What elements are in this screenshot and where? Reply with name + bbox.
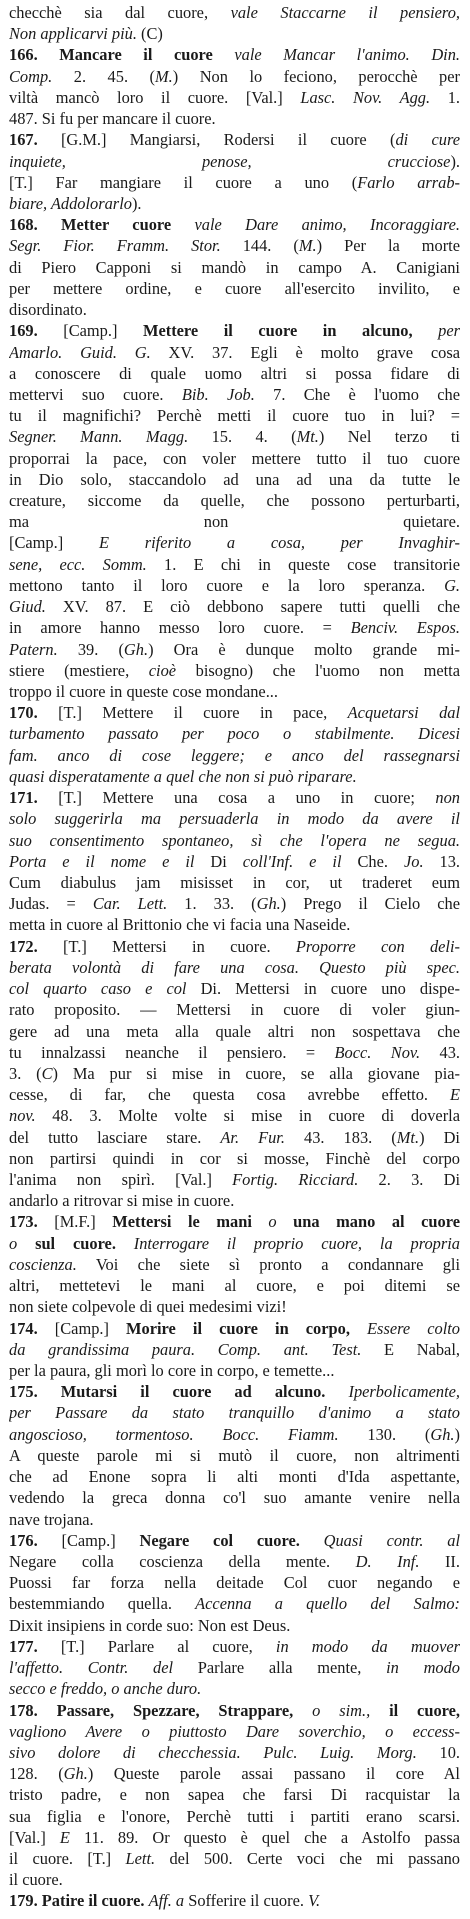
text-run: nave trojana. [9,1509,94,1529]
text-line [9,1021,460,1042]
text-run: Negare col cuore. [139,1530,324,1550]
text-run: checchè sia dal cuore, [9,3,231,22]
text-run: 172. [9,936,63,956]
text-run: suo consentimento spontaneo, sì che l'opera ne segua. [9,830,460,850]
text-run: C [41,1063,53,1083]
text-run: bisogno) che l'uomo non metta [176,660,460,680]
text-run: coscienza. [9,1254,77,1274]
text-run: cesse, di far, che questa cosa avrebbe effetto. [9,1085,450,1105]
text-run: Morire il cuore in corpo, [126,1318,368,1338]
text-line [9,1339,460,1360]
text-line [9,702,460,723]
text-line [9,1296,460,1317]
text-run: 171. [9,788,59,808]
text-run: angoscioso, tormentoso. Bocc. Fiamm. [9,1424,339,1444]
text-run: 173. [9,1212,55,1232]
text-run: Gh. [123,639,149,659]
text-run: M. [298,236,317,256]
text-run: 1. 33. ( [167,894,257,914]
text-run: Lasc. Nov. Agg. [300,87,431,107]
text-line [9,299,460,320]
text-run: di cure [395,130,460,150]
text-run: vale Staccarne il pensiero, [230,3,460,22]
text-run: E riferito a cosa, per Invaghir- [98,533,460,553]
text-line [9,384,460,405]
text-run: l'affetto. Contr. del [9,1658,174,1678]
text-run: 15. 4. ( [188,427,297,447]
text-run: 7. Che è l'uomo che [254,384,460,404]
text-run: 43. 183. ( [284,1127,397,1147]
text-run: mettono tanto il loro cuore e la loro speranza. [9,575,445,595]
text-run: coll'Inf. e il [242,851,342,871]
text-run: Lett. [125,1849,156,1869]
entry-171 [9,787,460,936]
text-run: Gh. [256,894,281,914]
text-run: Jo. [403,851,424,871]
text-line [9,1381,460,1402]
text-line [9,448,460,469]
text-run: troppo il cuore in queste cose mondane... [9,682,279,701]
text-run: ) Per la morte [316,236,460,256]
text-run: l'anima non spirì. [Val.] [9,1170,233,1190]
text-run: non partirsi quindi in cor si mosse, Finchè del corpo [9,1148,460,1168]
text-run: [Camp.] [54,1318,127,1338]
text-run: 169. [9,321,64,341]
text-run: per [438,321,460,341]
entry-168 [9,214,460,320]
text-run: [T.] Mettere una cosa a uno in cuore; [58,788,436,808]
text-run: 10. [416,1742,460,1762]
text-run: [T.] Far mangiare il cuore a uno ( [9,172,358,192]
text-line [9,617,460,638]
text-run: gere ad una meta alla quale altri non sospettava che [9,1021,460,1041]
text-line [9,554,460,575]
text-run: in Dio solo, staccandolo ad una ad una da tutte le [9,469,460,489]
text-run: bestemmiando quella. [9,1594,196,1614]
text-line [9,342,460,363]
text-run: il cuore, [370,1700,460,1720]
text-run: 174. [9,1318,55,1338]
text-line [9,851,460,872]
text-run: biare, Addolorarlo [9,193,132,213]
text-run: 130. ( [338,1424,431,1444]
text-run: 39. ( [57,639,124,659]
text-run: sul cuore. [17,1233,134,1253]
text-run: ) Prego il Cielo che [280,894,460,914]
text-line [9,1806,460,1827]
text-run: 144. ( [220,236,299,256]
text-run: M. [155,66,173,86]
text-run: Sofferire il cuore. [184,1891,309,1911]
text-run: 176. [9,1530,62,1550]
text-run: di Piero Capponi si mandò in campo A. Canigiani [9,257,460,277]
text-line [9,278,460,299]
text-run: per Passare da stato tranquillo d'animo a stato [9,1403,460,1423]
text-line [9,1700,460,1721]
text-run: 2. 3. Di [358,1170,460,1190]
text-run: A queste parole mi si mutò il cuore, non altrimenti [9,1445,460,1465]
text-line [9,87,460,108]
text-run: Car. Lett. [92,894,168,914]
text-run: ) Ma pur si mise in cuore, se alla giovane pia- [52,1063,460,1083]
text-run: Fortig. Ricciard. [232,1170,359,1190]
text-run: Ar. Fur. [220,1127,285,1147]
text-line [9,1042,460,1063]
text-line [9,1445,460,1466]
entry-178 [9,1700,460,1891]
text-run: Cum diabulus jam misisset in cor, ut traderet eum [9,872,460,892]
text-run: quasi disperatamente a quel che non si può riparare. [9,766,357,786]
text-run: Bib. Job. [181,384,255,404]
text-run: creature, siccome da quelle, che possono perturbarti, [9,491,460,511]
text-run: Quasi contr. al [323,1530,460,1550]
entry-167 [9,129,460,214]
text-run: o [268,1212,277,1232]
text-run: ) Queste parole assai passano il core Al [87,1764,460,1784]
text-run: 179. Patire il cuore. [9,1891,149,1911]
text-line [9,1275,460,1296]
text-run: V. [308,1891,321,1911]
text-run: ). [131,193,142,213]
text-run: [Val.] [9,1827,60,1847]
text-run: vale Dare animo, Incoraggiare. [194,215,460,235]
text-line [9,639,460,660]
text-line [9,1233,460,1254]
text-line [9,766,460,787]
text-line [9,1063,460,1084]
text-line [9,1190,460,1211]
text-run: Mettere il cuore in alcuno, [142,321,439,341]
text-line [9,405,460,426]
text-run: Mettersi le mani [112,1212,269,1232]
text-run: Benciv. Espos. [350,618,460,638]
text-run: [T.] Mettersi in cuore. [63,936,296,956]
text-run: in modo [386,1658,460,1678]
text-run: Bocc. Nov. [334,1042,421,1062]
text-run: cioè [148,660,177,680]
text-run: il cuore. [T.] [9,1849,126,1869]
text-run: G. [444,575,460,595]
text-line [9,660,460,681]
text-line [9,129,460,150]
text-line [9,214,460,235]
text-run: Dixit insipiens in corde suo: Non est Deus. [9,1615,291,1635]
text-run: metta in cuore al Brittonio che vi facia una Naseide. [9,915,351,935]
text-run: Voi che siete sì pronto a condannare gli [76,1254,460,1274]
text-line [9,681,460,702]
text-run: [Camp.] [61,1530,140,1550]
entry-175 [9,1381,460,1530]
text-run: 166. Mancare il cuore [9,45,235,65]
text-line [9,1869,460,1890]
text-run: 168. Metter cuore [9,215,195,235]
text-run: 13. [423,851,460,871]
entry-176 [9,1530,460,1636]
text-line [9,1424,460,1445]
text-run: proporrai la pace, con voler mettere tutto il tuo cuore [9,448,460,468]
text-run: Acquetarsi dal [347,703,460,723]
text-run: Di [194,851,243,871]
text-run: mettervi suo cuore. [9,384,182,404]
text-run: andarlo a ritrovar si mise in cuore. [9,1191,235,1211]
text-run: tristo padre, e non sapea che farsi Di racquistar la [9,1785,460,1805]
text-run: col quarto caso e col [9,979,187,999]
text-line [9,490,460,511]
text-line [9,936,460,957]
text-line [9,1551,460,1572]
text-run: E [449,1085,460,1105]
text-run: 48. 3. Molte volte si mise in cuore di doverla [35,1106,460,1126]
text-run: sua figlia e l'onore, Perchè tutti i partiti erano scarsi. [9,1806,460,1826]
text-run: Proporre con deli- [295,936,460,956]
text-line [9,978,460,999]
text-run: per la paura, gli morì lo core in corpo, e temette... [9,1361,335,1380]
text-run: nov. [9,1106,36,1126]
text-run: vale Mancar l'animo. Din. [234,45,460,65]
text-run: o sim., [312,1700,371,1720]
text-run: del tutto lasciare stare. [9,1127,221,1147]
text-run: il cuore. [9,1870,63,1890]
text-line [9,872,460,893]
text-run: Patern. [9,639,58,659]
text-line [9,1615,460,1636]
text-run: stiere (mestiere, [9,660,149,680]
entry-166 [9,44,460,129]
text-line [9,1636,460,1657]
text-run: tu il magnifichi? Perchè metti il cuore tuo in lui? = [9,406,460,426]
entry-174 [9,1318,460,1382]
text-line [9,1827,460,1848]
text-run: ) Nel terzo ti [318,427,460,447]
text-line [9,1593,460,1614]
text-line [9,2,460,23]
text-line [9,193,460,214]
text-line [9,957,460,978]
text-line [9,1721,460,1742]
text-run: Non applicarvi più. [9,24,137,44]
text-line [9,1084,460,1105]
text-line [9,1402,460,1423]
text-run: Judas. = [9,894,93,914]
text-run: ) Ora è dunque molto grande mi- [148,639,460,659]
text-run: Gh. [430,1424,455,1444]
text-line [9,914,460,935]
text-run: Gh. [63,1764,88,1784]
text-run: una mano al cuore [276,1212,460,1232]
text-run: ) [454,1424,460,1444]
text-line [9,830,460,851]
text-run: Segr. Fior. Framm. Stor. [9,236,221,256]
text-line [9,151,460,172]
text-line [9,1890,460,1911]
text-run: ). [450,151,460,171]
text-line [9,1148,460,1169]
text-run: Interrogare il proprio cuore, la propria [133,1233,460,1253]
text-run: 43. [420,1042,460,1062]
text-run: tu innalzassi neanche il pensiero. = [9,1042,335,1062]
text-run: non [435,788,460,808]
text-run: 167. [9,130,61,150]
text-run: disordinato. [9,300,87,320]
text-line [9,1318,460,1339]
text-run: inquiete, penose, crucciose [9,151,451,171]
text-run: o [9,1233,18,1253]
text-run: Che. [341,851,404,871]
text-run: Essere colto [367,1318,460,1338]
text-line [9,511,460,532]
text-run: solo suggerirla ma persuaderla in modo da avere il [9,809,460,829]
text-run: fam. anco di cose leggere; e anco del rassegnarsi [9,745,460,765]
text-line [9,1572,460,1593]
text-line [9,1466,460,1487]
text-run: Mt. [396,1127,420,1147]
text-run: ) Di [419,1127,460,1147]
text-run: E [59,1827,70,1847]
text-run: del 500. Certe voci che mi passano [155,1849,460,1869]
text-line [9,808,460,829]
entry-170 [9,702,460,787]
text-run: Amarlo. Guid. G. [9,342,151,362]
text-run: Comp. [9,66,53,86]
text-run: 175. Mutarsi il cuore ad alcuno. [9,1382,349,1402]
text-run: sivo dolore di checchessia. Pulc. Luig. Morg. [9,1742,417,1762]
text-line [9,257,460,278]
text-line [9,1678,460,1699]
text-line [9,1848,460,1869]
text-line [9,1211,460,1232]
text-run: II. [419,1551,460,1571]
entry-172 [9,936,460,1212]
text-run: non siete colpevole di quei medesimi vizi! [9,1297,287,1317]
text-run: 1. [430,87,460,107]
text-run: in modo da muover [275,1636,460,1656]
text-line [9,1487,460,1508]
text-line [9,999,460,1020]
text-line [9,723,460,744]
text-run: rato proposito. — Mettersi in cuore di voler giun- [9,1000,460,1020]
text-line [9,1509,460,1530]
text-run: per mettere ordine, e cuore all'esercito invilito, e [9,278,460,298]
text-line [9,1254,460,1275]
text-run: Parlare alla mente, [173,1658,387,1678]
text-run: Puossi far forza nella deitade Col cuor negando e [9,1573,460,1593]
text-line [9,469,460,490]
text-run: sene, ecc. Somm. [9,554,147,574]
text-run: Iperbolicamente, [348,1382,460,1402]
text-run: 128. ( [9,1764,64,1784]
text-run: Aff. a [148,1891,185,1911]
text-line [9,1742,460,1763]
text-run: 11. 89. Or questo è quel che a Astolfo passa [69,1827,460,1847]
text-run: Di. Mettersi in cuore uno dispe- [186,979,460,999]
text-run: Negare colla coscienza della mente. [9,1551,356,1571]
text-run: XV. 37. Egli è molto grave cosa [150,342,460,362]
text-run: Farlo arrab- [357,172,460,192]
text-run: vedendo la greca donna co'l suo amante venire nella [9,1488,460,1508]
text-line [9,44,460,65]
text-run: ) Non lo feciono, perocchè per [172,66,460,86]
text-run: [Camp.] [63,321,143,341]
text-line [9,363,460,384]
text-run: E Nabal, [361,1339,460,1359]
text-line [9,1784,460,1805]
text-run: [G.M.] Mangiarsi, Rodersi il cuore ( [60,130,396,150]
text-run: turbamento passato per poco o stabilmente. Dicesi [9,724,460,744]
text-run: che ad Enone sopra li alti monti d'Ida aspettante, [9,1467,460,1487]
text-run: Accenna a quello del Salmo: [195,1594,460,1614]
text-run: Mt. [296,427,319,447]
text-run: D. Inf. [355,1551,420,1571]
text-run: 177. [9,1636,61,1656]
text-line [9,745,460,766]
text-run: Porta e il nome e il [9,851,195,871]
text-line [9,172,460,193]
text-line [9,787,460,808]
text-line [9,893,460,914]
text-line [9,66,460,87]
text-run: altri, mettetevi le mani al cuore, e poi ditemi se [9,1276,460,1296]
text-run: [M.F.] [54,1212,113,1232]
entry-173 [9,1211,460,1317]
text-run: (C) [136,24,163,44]
text-line [9,1169,460,1190]
text-line [9,1360,460,1381]
text-run: 3. ( [9,1063,42,1083]
text-run: viltà mancò loro il cuore. [Val.] [9,87,301,107]
text-line [9,1105,460,1126]
text-run: a conoscere di quale uomo altri si possa fidare di [9,363,460,383]
text-run: 487. Si fu per mancare il cuore. [9,109,216,129]
text-run: ma non quietare. [9,512,460,532]
text-run: in amore hanno messo loro cuore. = [9,618,351,638]
text-line [9,1530,460,1551]
entry-177 [9,1636,460,1700]
text-line [9,320,460,341]
text-line [9,1127,460,1148]
text-run: berata volontà di fare una cosa. Questo più spec. [9,957,460,977]
entry-continuation [9,2,460,44]
text-run: [T.] Mettere il cuore in pace, [58,703,348,723]
text-line [9,1763,460,1784]
text-run: 170. [9,703,59,723]
text-run: vagliono Avere o piuttosto Dare soverchio, o eccess- [9,1721,460,1741]
text-run: XV. 87. E ciò debbono sapere tutti quelli che [45,597,460,617]
entry-169 [9,320,460,702]
text-line [9,596,460,617]
text-run: [Camp.] [9,533,99,553]
text-line [9,1657,460,1678]
text-line [9,575,460,596]
text-run: [T.] Parlare al cuore, [60,1636,276,1656]
text-run: 1. E chi in queste cose transitorie [146,554,460,574]
text-line [9,426,460,447]
entry-179 [9,1890,460,1911]
text-line [9,532,460,553]
text-run: 2. 45. ( [52,66,155,86]
text-line [9,235,460,256]
text-run: secco e freddo, o anche duro. [9,1679,202,1699]
text-run: Segner. Mann. Magg. [9,427,189,447]
text-run: da grandissima paura. Comp. ant. Test. [9,1339,362,1359]
text-line [9,108,460,129]
text-run: Giud. [9,597,46,617]
text-line [9,23,460,44]
text-run: 178. Passare, Spezzare, Strappare, [9,1700,313,1720]
